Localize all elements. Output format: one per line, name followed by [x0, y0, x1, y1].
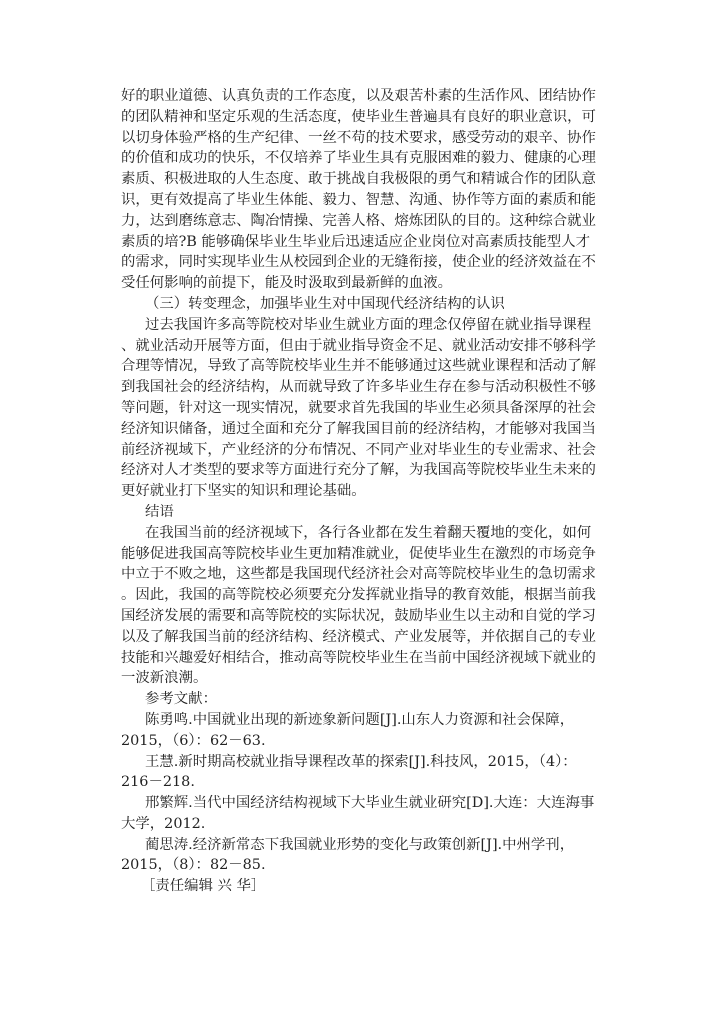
text-line: 更好就业打下坚实的知识和理论基础。	[121, 483, 366, 500]
conclusion-heading: 结语	[145, 503, 174, 520]
text-line: 的团队精神和坚定乐观的生活态度，使毕业生普遍具有良好的职业意识，可	[121, 108, 596, 125]
references-heading: 参考文献：	[145, 691, 217, 708]
text-line: 素质、积极进取的人生态度、敢于挑战自我极限的勇气和精诚合作的团队意	[121, 171, 596, 188]
text-line: 经济知识储备，通过全面和充分了解我国目前的经济结构，才能够对我国当	[121, 420, 596, 437]
text-line: 受任何影响的前提下，能及时汲取到最新鲜的血液。	[121, 275, 452, 292]
editor-note: ［责任编辑 兴 华］	[141, 878, 266, 895]
text-line: 力，达到磨练意志、陶冶情操、完善人格、熔炼团队的目的。这种综合就业	[121, 212, 596, 229]
text-line: 合理等情况，导致了高等院校毕业生并不能够通过这些就业课程和活动了解	[121, 358, 596, 375]
text-line: 能够促进我国高等院校毕业生更加精准就业，促使毕业生在激烈的市场竞争	[121, 545, 596, 562]
text-line: 素质的培?B 能够确保毕业生毕业后迅速适应企业岗位对高素质技能型人才	[121, 233, 590, 250]
text-line: 过去我国许多高等院校对毕业生就业方面的理念仅停留在就业指导课程	[145, 316, 592, 333]
document-page	[121, 86, 609, 897]
reference-line: 陈勇鸣.中国就业出现的新迹象新问题[J].山东人力资源和社会保障，	[145, 711, 575, 728]
text-line: 一波新浪潮。	[121, 670, 208, 687]
text-line: 。因此，我国的高等院校必须要充分发挥就业指导的教育效能，根据当前我	[121, 587, 596, 604]
text-line: 在我国当前的经济视域下，各行各业都在发生着翻天覆地的变化，如何	[145, 524, 592, 541]
text-line: 技能和兴趣爱好相结合，推动高等院校毕业生在当前中国经济视域下就业的	[121, 649, 596, 666]
text-line: 前经济视域下，产业经济的分布情况、不同产业对毕业生的专业需求、社会	[121, 441, 596, 458]
text-line: 等问题，针对这一现实情况，就要求首先我国的毕业生必须具备深厚的社会	[121, 399, 596, 416]
reference-line: 蔺思涛.经济新常态下我国就业形势的变化与政策创新[J].中州学刊，	[145, 836, 575, 853]
text-line: 好的职业道德、认真负责的工作态度，以及艰苦朴素的生活作风、团结协作	[121, 88, 596, 104]
reference-line: 王慧.新时期高校就业指导课程改革的探索[J].科技风，2015，（4）：	[145, 753, 577, 770]
reference-line: 2015，（6）：62－63.	[121, 732, 266, 749]
text-line: 到我国社会的经济结构，从而就导致了许多毕业生存在参与活动积极性不够	[121, 379, 596, 396]
section-heading: （三）转变理念，加强毕业生对中国现代经济结构的认识	[145, 295, 505, 312]
text-line: 国经济发展的需要和高等院校的实际状况，鼓励毕业生以主动和自觉的学习	[121, 607, 596, 624]
reference-line: 邢繁辉.当代中国经济结构视域下大毕业生就业研究[D].大连：大连海事	[145, 795, 595, 812]
text-line: 的价值和成功的快乐，不仅培养了毕业生具有克服困难的毅力、健康的心理	[121, 150, 596, 167]
text-line: 的需求，同时实现毕业生从校园到企业的无缝衔接，使企业的经济效益在不	[121, 254, 596, 271]
text-line: 、就业活动开展等方面，但由于就业指导资金不足、就业活动安排不够科学	[121, 337, 596, 354]
reference-line: 2015，（8）：82－85.	[121, 857, 266, 874]
text-line: 识，更有效提高了毕业生体能、毅力、智慧、沟通、协作等方面的素质和能	[121, 191, 596, 208]
reference-line: 216－218.	[121, 774, 195, 791]
text-line: 经济对人才类型的要求等方面进行充分了解，为我国高等院校毕业生未来的	[121, 462, 596, 479]
text-line: 以及了解我国当前的经济结构、经济模式、产业发展等，并依据自己的专业	[121, 628, 596, 645]
reference-line: 大学，2012.	[121, 815, 206, 832]
text-line: 中立于不败之地，这些都是我国现代经济社会对高等院校毕业生的急切需求	[121, 566, 596, 583]
text-line: 以切身体验严格的生产纪律、一丝不苟的技术要求，感受劳动的艰辛、协作	[121, 129, 596, 146]
